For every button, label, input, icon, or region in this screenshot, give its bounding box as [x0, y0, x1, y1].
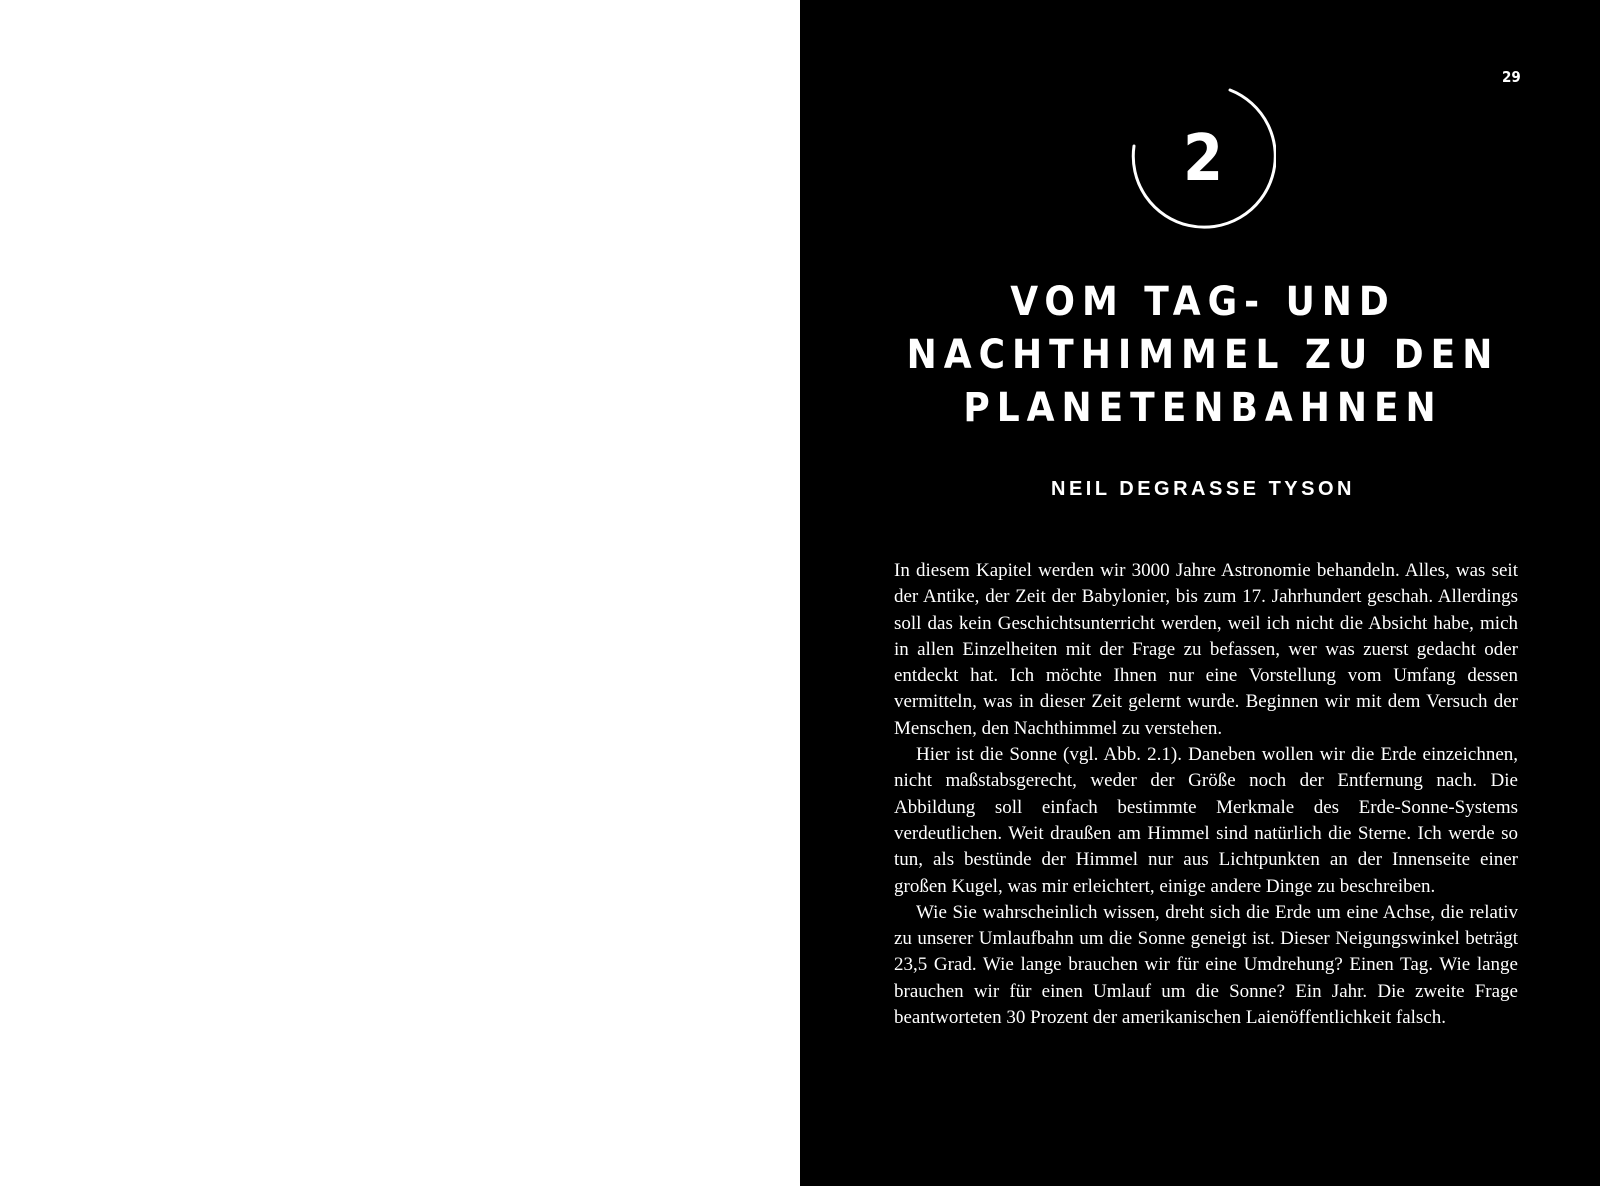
chapter-title-line: PLANETENBAHNEN: [963, 385, 1443, 431]
chapter-number: 2: [1182, 122, 1224, 196]
paragraph: In diesem Kapitel werden wir 3000 Jahre Astronomie behandeln. Alles, was seit der Antike, der Zeit der Babylonier, bis zum 17. Jahrhundert geschah. Allerdings soll das kein Geschichtsunterricht werden, weil ich nicht die Absicht habe, mich in allen Einzelheiten mit der Frage zu befassen, wer was zuerst gedacht oder entdeckt hat. Ich möchte Ihnen nur eine Vorstellung vom Umfang dessen vermitteln, was in dieser Zeit gelernt wurde. Beginnen wir mit dem Versuch der Menschen, den Nachthimmel zu verstehen.: [894, 560, 1518, 739]
paragraph: Hier ist die Sonne (vgl. Abb. 2.1). Daneben wollen wir die Erde einzeichnen, nicht maßstabsgerecht, weder der Größe noch der Entfernung nach. Die Abbildung soll einfach bestimmte Merkmale des Erde-Sonne-Systems verdeutlichen. Weit draußen am Himmel sind natürlich die Sterne. Ich werde so tun, als bestünde der Himmel nur aus Lichtpunkten an der Innenseite einer großen Kugel, was mir erleichtert, einige andere Dinge zu beschreiben.: [894, 744, 1518, 897]
chapter-title: [880, 276, 1526, 435]
page-number: 29: [1502, 68, 1521, 86]
chapter-author: NEIL DEGRASSE TYSON: [1051, 478, 1355, 500]
right-page: [800, 0, 1600, 1186]
chapter-title-line: VOM TAG- UND: [1010, 279, 1396, 325]
body-text: [894, 558, 1518, 1031]
paragraph: Wie Sie wahrscheinlich wissen, dreht sich die Erde um eine Achse, die relativ zu unserer Umlaufbahn um die Sonne geneigt ist. Dieser Neigungswinkel beträgt 23,5 Grad. Wie lange brauchen wir für eine Umdrehung? Einen Tag. Wie lange brauchen wir für einen Umlauf um die Sonne? Ein Jahr. Die zweite Frage beantworteten 30 Prozent der amerikanischen Laienöffentlichkeit falsch.: [894, 901, 1518, 1029]
chapter-badge: [1130, 86, 1276, 232]
chapter-title-line: NACHTHIMMEL ZU DEN: [906, 332, 1500, 378]
